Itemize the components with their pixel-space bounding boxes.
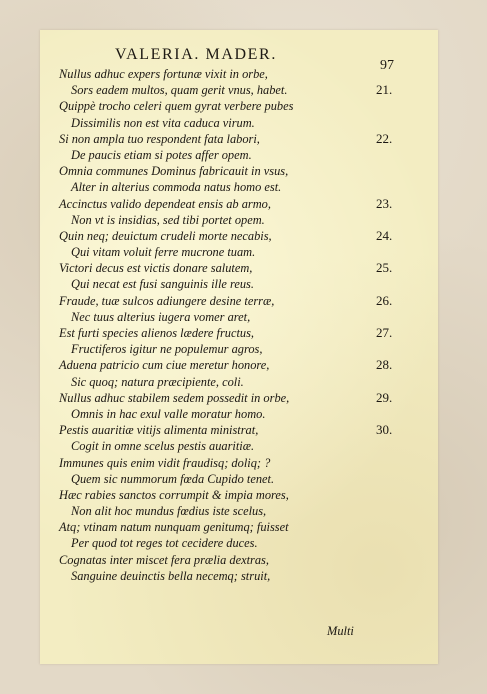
verse-text: Fructiferos igitur ne populemur agros, <box>71 342 263 357</box>
verse-line <box>40 455 438 471</box>
verse-line <box>40 568 438 584</box>
verse-number: 25. <box>376 260 393 276</box>
verse-text: Alter in alterius commoda natus homo est. <box>71 180 282 195</box>
verse-text: Aduena patricio cum ciue meretur honore, <box>59 358 270 373</box>
verse-text: Quippè trocho celeri quem gyrat verbere pubes <box>59 99 294 114</box>
verse-text: Cogit in omne scelus pestis auaritiæ. <box>71 439 255 454</box>
verse-line <box>40 276 438 292</box>
verse-text: Fraude, tuæ sulcos adiungere desine terræ, <box>59 293 275 308</box>
verse-text: Dissimilis non est vita caduca virum. <box>71 115 255 130</box>
verse-line <box>40 131 438 147</box>
verse-text: Nullus adhuc expers fortunæ vixit in orbe, <box>59 67 268 81</box>
verse-number: 21. <box>376 82 393 98</box>
verse-text: Sanguine deuinctis bella necemq; struit, <box>71 568 271 583</box>
verse-text: Omnia communes Dominus fabricauit in vsus, <box>59 164 289 179</box>
verse-number: 23. <box>376 195 393 211</box>
verse-line <box>40 503 438 519</box>
verse-text: Victori decus est victis donare salutem, <box>59 261 253 276</box>
verse-number: 22. <box>376 130 393 146</box>
verse-text: Non vt is insidias, sed tibi portet opem. <box>71 212 265 227</box>
verse-line <box>40 406 438 422</box>
running-header: VALERIA. MADER. <box>115 46 277 63</box>
verse-number: 26. <box>376 292 393 308</box>
book-page <box>40 30 438 664</box>
verse-line <box>40 212 438 228</box>
verse-text: Pestis auaritiæ vitijs alimenta ministrat, <box>59 423 259 438</box>
verse-lines <box>40 66 438 584</box>
verse-line <box>40 66 438 82</box>
verse-line <box>40 82 438 98</box>
verse-text: Sic quoq; natura præcipiente, coli. <box>71 374 244 389</box>
verse-text: Nullus adhuc stabilem sedem possedit in orbe, <box>59 390 290 405</box>
verse-text: De paucis etiam si potes affer opem. <box>71 147 252 162</box>
verse-text: Quem sic nummorum fœda Cupido tenet. <box>71 471 275 486</box>
verse-line <box>40 228 438 244</box>
verse-line <box>40 357 438 373</box>
verse-number: 29. <box>376 389 393 405</box>
verse-line <box>40 487 438 503</box>
verse-line <box>40 179 438 195</box>
verse-line <box>40 115 438 131</box>
verse-text: Est furti species alienos lædere fructus, <box>59 326 255 340</box>
verse-text: Hæc rabies sanctos corrumpit & impia mores, <box>59 487 289 502</box>
verse-number: 28. <box>376 357 393 373</box>
verse-line <box>40 535 438 551</box>
verse-line <box>40 309 438 325</box>
verse-line <box>40 260 438 276</box>
verse-line <box>40 438 438 454</box>
verse-text: Immunes quis enim vidit fraudisq; doliq; ? <box>59 455 271 470</box>
verse-line <box>40 196 438 212</box>
verse-number: 30. <box>376 422 393 438</box>
verse-text: Qui necat est fusi sanguinis ille reus. <box>71 277 254 292</box>
verse-line <box>40 519 438 535</box>
verse-text: Quin neq; deuictum crudeli morte necabis, <box>59 228 272 243</box>
verse-line <box>40 325 438 341</box>
verse-text: Accinctus valido dependeat ensis ab armo, <box>59 196 271 211</box>
verse-text: Sors eadem multos, quam gerit vnus, habet. <box>71 83 288 98</box>
verse-line <box>40 422 438 438</box>
verse-line <box>40 163 438 179</box>
verse-number: 24. <box>376 227 393 243</box>
verse-line <box>40 147 438 163</box>
verse-line <box>40 293 438 309</box>
verse-text: Atq; vtinam natum nunquam genitumq; fuisset <box>59 520 289 535</box>
page-number: 97 <box>380 58 394 73</box>
verse-line <box>40 98 438 114</box>
verse-text: Nec tuus alterius iugera vomer aret, <box>71 309 251 324</box>
verse-text: Cognatas inter miscet fera prælia dextras, <box>59 552 269 567</box>
verse-number: 27. <box>376 325 393 340</box>
verse-line <box>40 390 438 406</box>
verse-text: Si non ampla tuo respondent fata labori, <box>59 131 260 146</box>
verse-text: Qui vitam voluit ferre mucrone tuam. <box>71 245 256 260</box>
verse-line <box>40 471 438 487</box>
verse-line <box>40 374 438 390</box>
verse-line <box>40 244 438 260</box>
catchword: Multi <box>327 624 354 638</box>
verse-text: Omnis in hac exul valle moratur homo. <box>71 406 266 421</box>
verse-text: Per quod tot reges tot cecidere duces. <box>71 536 258 551</box>
verse-line <box>40 552 438 568</box>
verse-text: Non alit hoc mundus fœdius iste scelus, <box>71 504 267 519</box>
verse-line <box>40 341 438 357</box>
